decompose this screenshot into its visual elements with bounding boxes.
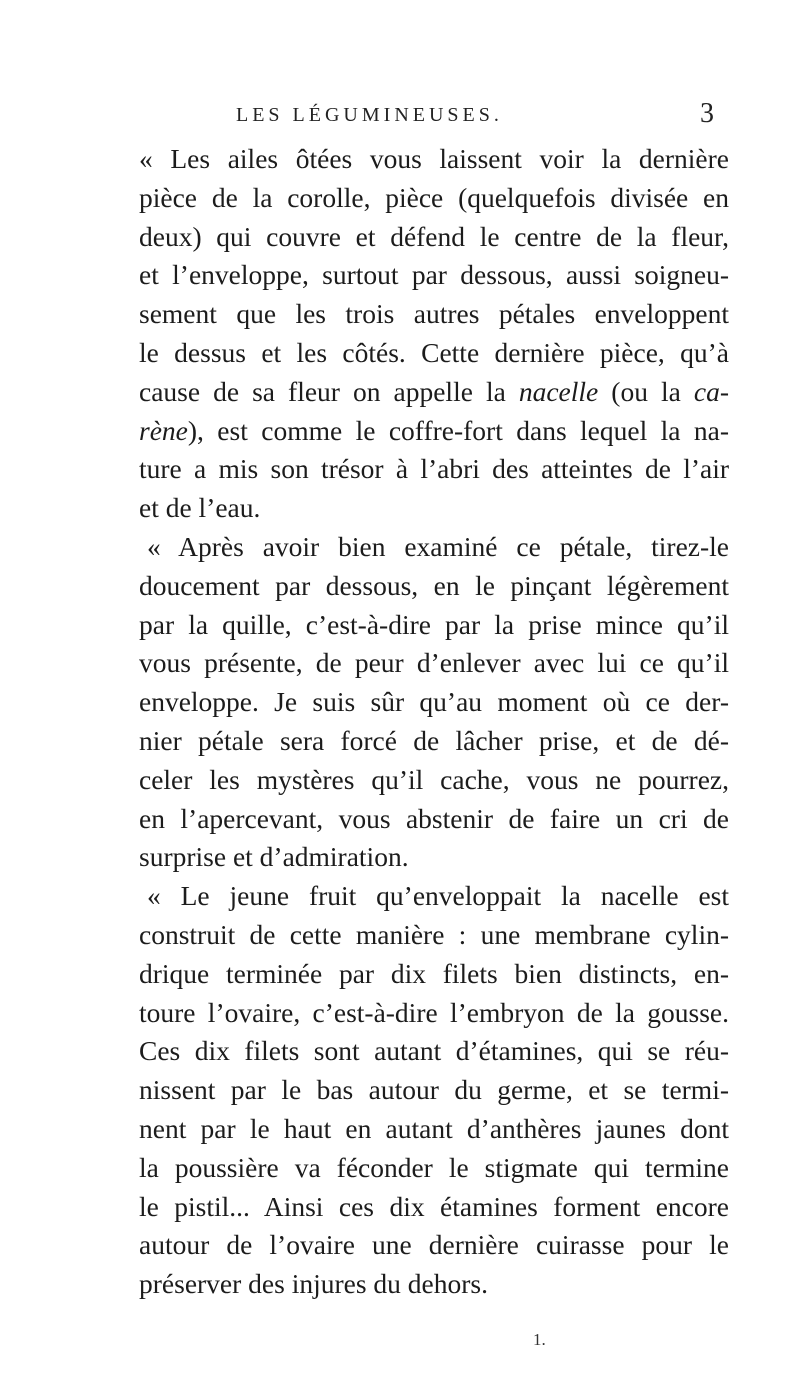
text-line: autour de l’ovaire une dernière cuirasse pour le bbox=[139, 1229, 729, 1261]
text-line: en l’apercevant, vous abstenir de faire un cri de bbox=[139, 802, 729, 834]
text-line: « Les ailes ôtées vous laissent voir la dernière bbox=[139, 143, 729, 174]
text-line: et l’enveloppe, surtout par dessous, aussi soigneu- bbox=[139, 259, 729, 291]
text-segment: cause de sa fleur on appelle la bbox=[139, 375, 519, 407]
text-line: surprise et d’admiration. bbox=[139, 841, 409, 873]
text-line: vous présente, de peur d’enlever avec lui ce qu’il bbox=[139, 647, 729, 679]
text-line: le dessus et les côtés. Cette dernière pièce, qu’à bbox=[139, 336, 729, 368]
signature-mark: 1. bbox=[533, 1330, 546, 1349]
text-segment: (ou la bbox=[598, 375, 694, 407]
text-line: nissent par le bas autour du germe, et se termi- bbox=[139, 1074, 729, 1106]
text-line: préserver des injures du dehors. bbox=[139, 1268, 488, 1300]
text-line bbox=[139, 373, 729, 412]
text-line: nent par le haut en autant d’anthères jaunes dont bbox=[139, 1112, 729, 1144]
text-line: celer les mystères qu’il cache, vous ne pourrez, bbox=[139, 763, 729, 795]
text-line: toure l’ovaire, c’est-à-dire l’embryon de la gousse. bbox=[139, 996, 729, 1028]
text-line: nier pétale sera forcé de lâcher prise, et de dé- bbox=[139, 724, 729, 756]
text-line: et de l’eau. bbox=[139, 492, 261, 524]
italic-term-nacelle: nacelle bbox=[518, 375, 599, 407]
text-segment: ), est comme le coffre-fort dans lequel la na- bbox=[187, 414, 729, 446]
running-title: LES LÉGUMINEUSES. bbox=[236, 104, 503, 126]
text-line: construit de cette manière : une membrane cylin- bbox=[139, 918, 729, 950]
body-text bbox=[139, 140, 729, 1304]
text-line: doucement par dessous, en le pinçant légèrement bbox=[139, 569, 729, 601]
text-line: « Après avoir bien examiné ce pétale, tirez-le bbox=[147, 530, 729, 562]
page-number: 3 bbox=[700, 98, 714, 129]
text-line: le pistil... Ainsi ces dix étamines forment encore bbox=[139, 1190, 729, 1222]
text-line: drique terminée par dix filets bien distincts, en- bbox=[139, 957, 729, 989]
text-line: deux) qui couvre et défend le centre de la fleur, bbox=[139, 220, 729, 252]
text-line bbox=[139, 412, 729, 451]
text-line: sement que les trois autres pétales enveloppent bbox=[139, 298, 729, 330]
text-line: ture a mis son trésor à l’abri des atteintes de l’air bbox=[139, 453, 729, 485]
text-line: par la quille, c’est-à-dire par la prise mince qu’il bbox=[139, 608, 729, 640]
text-line: « Le jeune fruit qu’enveloppait la nacelle est bbox=[147, 880, 729, 912]
text-line: la poussière va féconder le stigmate qui termine bbox=[139, 1151, 729, 1183]
italic-term-carene: ca- bbox=[693, 375, 729, 407]
italic-term-carene: rène bbox=[139, 414, 188, 446]
text-line: enveloppe. Je suis sûr qu’au moment où ce der- bbox=[139, 686, 729, 718]
text-line: Ces dix filets sont autant d’étamines, qui se réu- bbox=[139, 1035, 729, 1067]
text-line: pièce de la corolle, pièce (quelquefois divisée en bbox=[139, 181, 729, 213]
